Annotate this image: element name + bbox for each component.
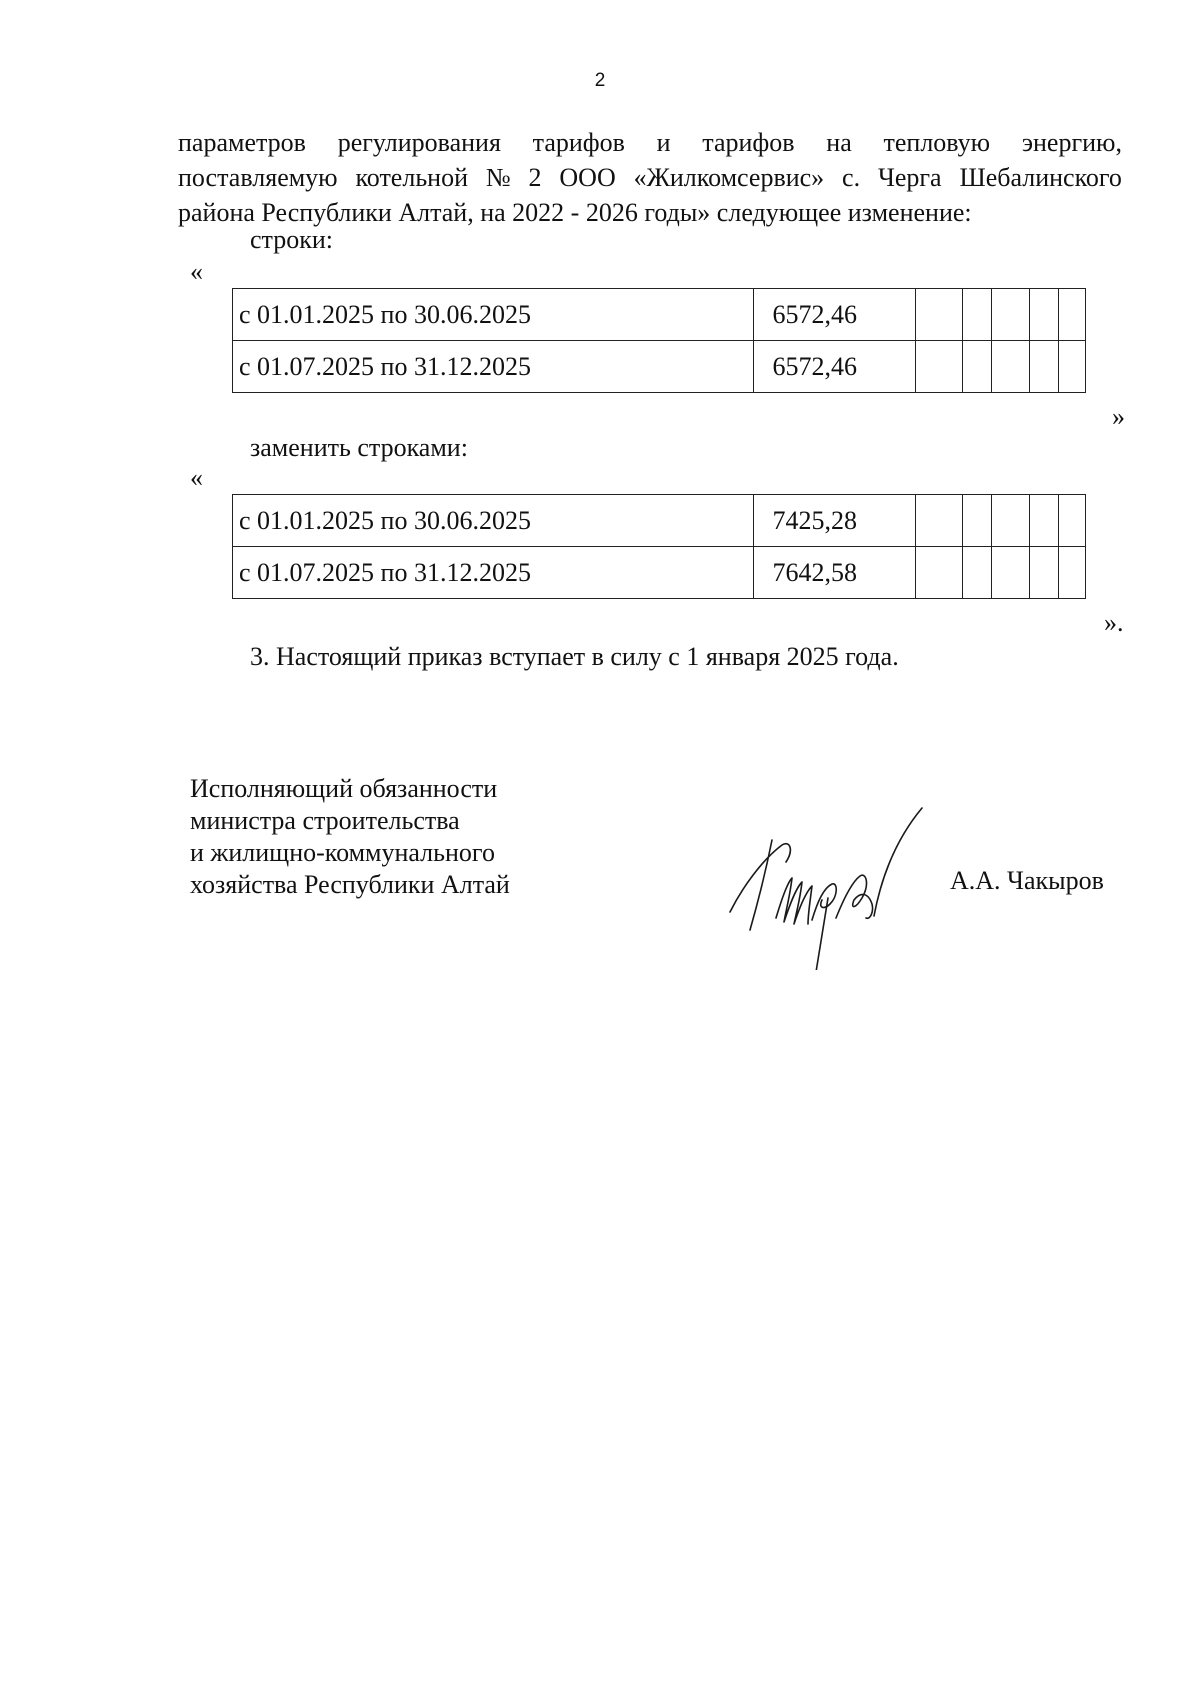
table-row xyxy=(233,341,1086,393)
rows-label: строки: xyxy=(250,225,333,254)
intro-word: тарифов xyxy=(532,128,625,157)
open-quote-2: « xyxy=(190,463,203,492)
period-cell: с 01.07.2025 по 31.12.2025 xyxy=(233,547,754,599)
empty-cell xyxy=(916,341,963,393)
value-cell: 7425,28 xyxy=(754,495,916,547)
empty-cell xyxy=(1059,495,1086,547)
signatory-line: хозяйства Республики Алтай xyxy=(190,870,510,899)
signatory-line: Исполняющий обязанности xyxy=(190,774,498,803)
value-cell: 6572,46 xyxy=(754,341,916,393)
period-cell: с 01.07.2025 по 31.12.2025 xyxy=(233,341,754,393)
intro-line-2 xyxy=(178,160,1122,195)
intro-word: тарифов xyxy=(702,128,795,157)
intro-word: Шебалинского xyxy=(959,163,1122,192)
empty-cell xyxy=(991,547,1030,599)
open-quote-1: « xyxy=(190,257,203,286)
empty-cell xyxy=(916,289,963,341)
intro-word: № xyxy=(485,163,511,192)
empty-cell xyxy=(916,495,963,547)
signatory-line: министра строительства xyxy=(190,806,460,835)
intro-word: и xyxy=(656,128,671,157)
empty-cell xyxy=(1059,547,1086,599)
intro-line-3: района Республики Алтай, на 2022 - 2026 годы» следующее изменение: xyxy=(178,198,972,227)
signatory-line: и жилищно-коммунального xyxy=(190,838,495,867)
empty-cell xyxy=(1030,495,1059,547)
page-number: 2 xyxy=(594,70,606,91)
table-row xyxy=(233,495,1086,547)
period-cell: с 01.01.2025 по 30.06.2025 xyxy=(233,495,754,547)
intro-word: поставляемую xyxy=(178,163,338,192)
empty-cell xyxy=(991,341,1030,393)
intro-word: регулирования xyxy=(337,128,501,157)
intro-word: параметров xyxy=(178,128,306,157)
empty-cell xyxy=(962,289,991,341)
intro-word: с. xyxy=(842,163,861,192)
empty-cell xyxy=(1030,547,1059,599)
intro-word: «Жилкомсервис» xyxy=(633,163,825,192)
period-cell: с 01.01.2025 по 30.06.2025 xyxy=(233,289,754,341)
empty-cell xyxy=(916,547,963,599)
intro-word: 2 xyxy=(528,163,542,192)
signer-name: А.А. Чакыров xyxy=(950,866,1104,895)
empty-cell xyxy=(962,341,991,393)
empty-cell xyxy=(962,547,991,599)
intro-word: котельной xyxy=(355,163,468,192)
handwritten-signature xyxy=(720,800,960,970)
intro-word: энергию, xyxy=(1021,128,1122,157)
intro-word: на xyxy=(826,128,852,157)
value-cell: 6572,46 xyxy=(754,289,916,341)
intro-word: Черга xyxy=(877,163,942,192)
empty-cell xyxy=(1059,289,1086,341)
close-quote-2: ». xyxy=(1104,608,1124,637)
close-quote-1: » xyxy=(1112,402,1125,431)
replace-label: заменить строками: xyxy=(250,433,468,462)
value-cell: 7642,58 xyxy=(754,547,916,599)
intro-word: тепловую xyxy=(883,128,991,157)
signatory-title xyxy=(190,773,510,901)
empty-cell xyxy=(1030,341,1059,393)
new-rows-table xyxy=(232,494,1086,599)
clause-3: 3. Настоящий приказ вступает в силу с 1 января 2025 года. xyxy=(250,642,899,671)
intro-line-1 xyxy=(178,125,1122,160)
table-row xyxy=(233,289,1086,341)
empty-cell xyxy=(962,495,991,547)
intro-word: ООО xyxy=(559,163,616,192)
empty-cell xyxy=(991,289,1030,341)
empty-cell xyxy=(991,495,1030,547)
empty-cell xyxy=(1059,341,1086,393)
intro-paragraph xyxy=(178,125,1122,230)
old-rows-table xyxy=(232,288,1086,393)
empty-cell xyxy=(1030,289,1059,341)
table-row xyxy=(233,547,1086,599)
